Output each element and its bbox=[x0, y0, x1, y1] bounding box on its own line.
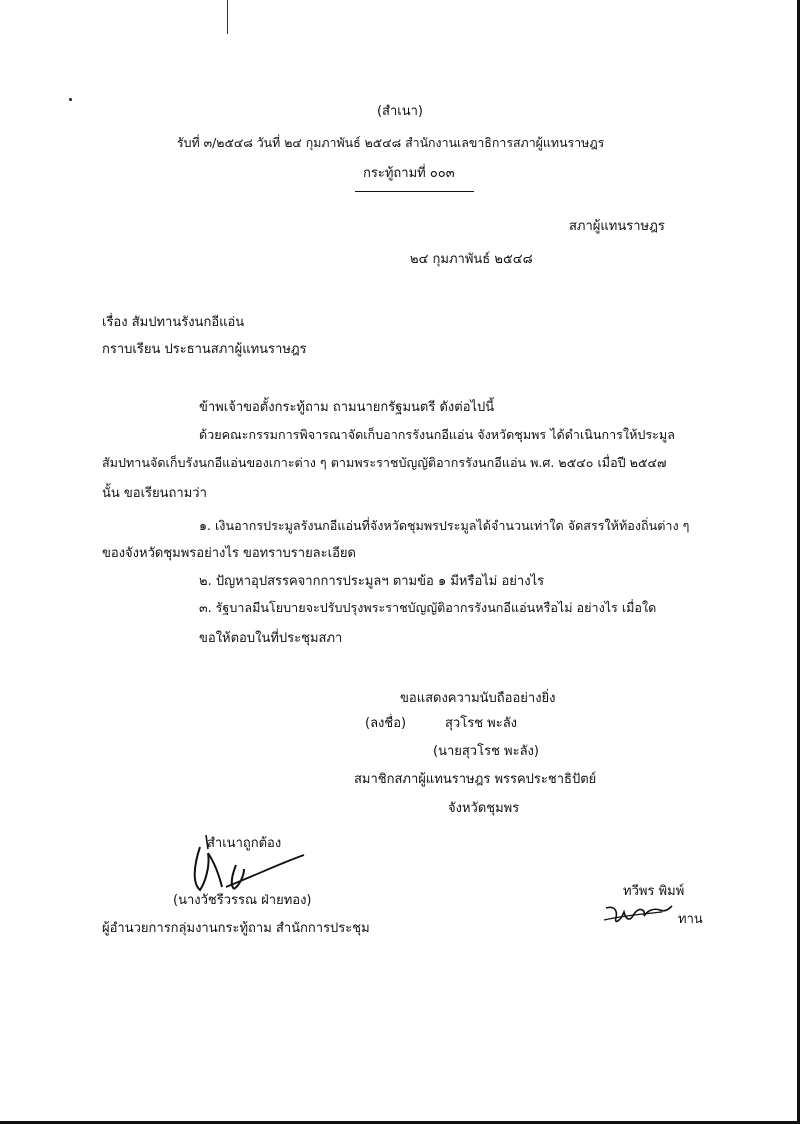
header-divider bbox=[355, 191, 474, 192]
question-3: ๓. รัฐบาลมีนโยบายจะปรับปรุงพระราชบัญญัติอากรรังนกอีแอ่นหรือไม่ อย่างไร เมื่อใด bbox=[199, 600, 657, 615]
certifier-signature bbox=[186, 835, 316, 895]
signer-position: สมาชิกสภาผู้แทนราษฎร พรรคประชาธิปัตย์ bbox=[354, 772, 597, 787]
para1-line2: สัมปทานจัดเก็บรังนกอีแอ่นของเกาะต่าง ๆ ตามพระราชบัญญัติอากรรังนกอีแอ่น พ.ศ. ๒๕๔๐ เมื่อปี ๒๕๔๗ bbox=[102, 455, 667, 470]
question-2: ๒. ปัญหาอุปสรรคจากการประมูลฯ ตามข้อ ๑ มีหรือไม่ อย่างไร bbox=[199, 574, 545, 589]
document-date: ๒๔ กุมภาพันธ์ ๒๕๔๘ bbox=[410, 252, 533, 267]
typed-by: ทวีพร พิมพ์ bbox=[623, 884, 685, 899]
intro-line: ข้าพเจ้าขอตั้งกระทู้ถาม ถามนายกรัฐมนตรี ดังต่อไปนี้ bbox=[199, 400, 495, 415]
signer-full-name: (นายสุวโรช พะลัง) bbox=[433, 744, 539, 759]
signer-province: จังหวัดชุมพร bbox=[448, 801, 520, 816]
question-1-line2: ของจังหวัดชุมพรอย่างไร ขอทราบรายละเอียด bbox=[102, 546, 356, 561]
scan-mark-line bbox=[227, 0, 228, 34]
signed-name: สุวโรช พะลัง bbox=[445, 716, 518, 731]
signed-label: (ลงชื่อ) bbox=[365, 716, 407, 731]
regards: ขอแสดงความนับถืออย่างยิ่ง bbox=[400, 691, 556, 706]
checked-by: ทาน bbox=[678, 912, 703, 927]
para1-line1: ด้วยคณะกรรมการพิจารณาจัดเก็บอากรรังนกอีแอ่น จังหวัดชุมพร ได้ดำเนินการให้ประมูล bbox=[199, 427, 675, 442]
scan-speck bbox=[69, 98, 72, 101]
subject: เรื่อง สัมปทานรังนกอีแอ่น bbox=[102, 315, 245, 330]
received-line: รับที่ ๓/๒๕๔๘ วันที่ ๒๔ กุมภาพันธ์ ๒๕๔๘ สำนักงานเลขาธิการสภาผู้แทนราษฎร bbox=[177, 135, 605, 150]
certifier-name: (นางวัชรีวรรณ ฝ่ายทอง) bbox=[173, 893, 312, 908]
copy-label: (สำเนา) bbox=[376, 104, 423, 119]
para1-line3: นั้น ขอเรียนถามว่า bbox=[102, 486, 207, 501]
certifier-position: ผู้อำนวยการกลุ่มงานกระทู้ถาม สำนักการประชุม bbox=[102, 921, 370, 936]
closing-request: ขอให้ตอบในที่ประชุมสภา bbox=[199, 631, 343, 646]
salutation: กราบเรียน ประธานสภาผู้แทนราษฎร bbox=[102, 342, 307, 357]
organization: สภาผู้แทนราษฎร bbox=[569, 219, 665, 234]
question-number: กระทู้ถามที่ ๐๐๓ bbox=[363, 166, 455, 181]
checker-signature bbox=[602, 902, 674, 928]
certified-copy-label: สำเนาถูกต้อง bbox=[207, 836, 282, 851]
question-1-line1: ๑. เงินอากรประมูลรังนกอีแอ่นที่จังหวัดชุมพรประมูลได้จำนวนเท่าใด จัดสรรให้ท้องถิ่นต่าง ๆ bbox=[199, 518, 690, 533]
